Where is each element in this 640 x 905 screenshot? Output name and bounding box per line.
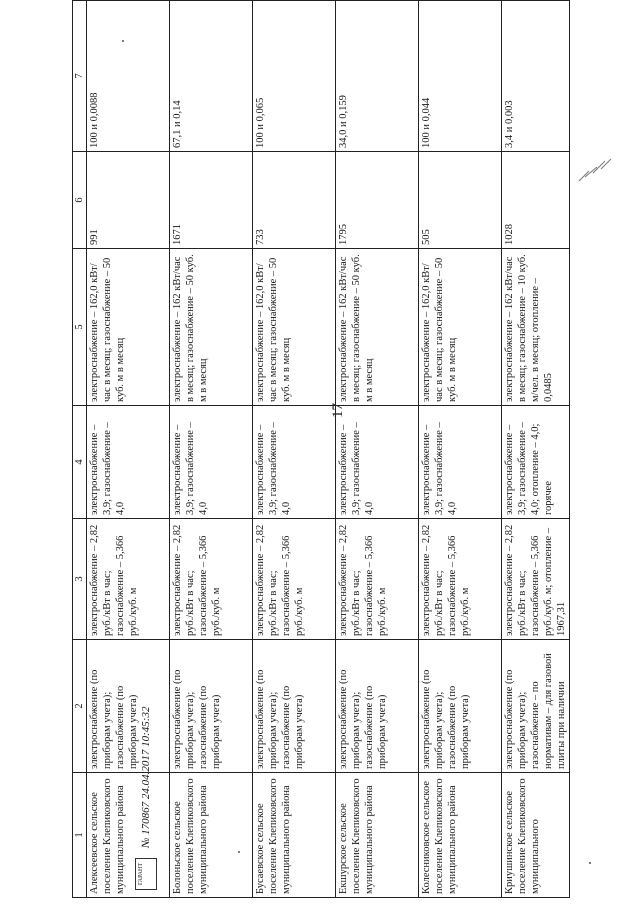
header-col-3: 3 (73, 519, 87, 640)
table-header-row (73, 1, 87, 898)
cell-settlement: Колесниковское сельское поселение Клепиковского муниципального района (419, 773, 502, 898)
cell-tariffs: электроснабжение – 2,82 руб./кВт в час; газоснабжение – 5,366 руб./куб. м; отопление – 1967,31 (502, 519, 570, 640)
cell-population: 1028 (502, 152, 570, 249)
table-row (336, 1, 419, 898)
cell-settlement: Алексеевское сельское поселение Клепиковского муниципального района (87, 773, 170, 898)
document-registration-stamp: № 170867 24.04.2017 10:45:32 (140, 706, 152, 848)
cell-volume: электроснабжение – 162 кВт/час в месяц; газоснабжение – 10 куб. м/чел. в месяц; отопление – 0,0485 (502, 249, 570, 406)
cell-population: 1671 (170, 152, 253, 249)
cell-services: электроснабжение (по приборам учета); газоснабжение (по приборам учета) (419, 640, 502, 773)
cell-index: электроснабжение – 3,9; газоснабжение – 4,0; отопление – 4,0; горячее (502, 406, 570, 519)
cell-volume: электроснабжение – 162,0 кВт/час в месяц; газоснабжение – 50 куб. м в месяц (253, 249, 336, 406)
cell-population: 991 (87, 152, 170, 249)
cell-index: электроснабжение – 3,9; газоснабжение – 4,0 (87, 406, 170, 519)
cell-volume: электроснабжение – 162,0 кВт/час в месяц; газоснабжение – 50 куб. м в месяц (419, 249, 502, 406)
cell-share: 100 и 0,0088 (87, 1, 170, 152)
cell-share: 100 и 0,044 (419, 1, 502, 152)
table-row (502, 1, 570, 898)
cell-services: электроснабжение (по приборам учета); газоснабжение – по нормативам – для газовой плиты при наличии (502, 640, 570, 773)
cell-tariffs: электроснабжение – 2,82 руб./кВт в час; газоснабжение – 5,366 руб./куб. м (419, 519, 502, 640)
page-number: 17 (330, 403, 346, 418)
signature-mark-icon (575, 155, 615, 185)
cell-services: электроснабжение (по приборам учета); газоснабжение (по приборам учета) (87, 640, 170, 773)
cell-settlement: Екшурское сельское поселение Клепиковского муниципального района (336, 773, 419, 898)
scan-speck (122, 40, 124, 42)
cell-share: 34,0 и 0,159 (336, 1, 419, 152)
cell-services: электроснабжение (по приборам учета); газоснабжение (по приборам учета) (170, 640, 253, 773)
header-col-2: 2 (73, 640, 87, 773)
table-row (253, 1, 336, 898)
header-col-7: 7 (73, 1, 87, 152)
header-col-5: 5 (73, 249, 87, 406)
cell-index: электроснабжение – 3,9; газоснабжение – 4,0 (253, 406, 336, 519)
scan-speck (589, 862, 591, 864)
cell-share: 100 и 0,065 (253, 1, 336, 152)
cell-tariffs: электроснабжение – 2,82 руб./кВт в час; газоснабжение – 5,366 руб./куб. м (253, 519, 336, 640)
cell-population: 733 (253, 152, 336, 249)
header-col-6: 6 (73, 152, 87, 249)
header-col-1: 1 (73, 773, 87, 898)
header-col-4: 4 (73, 406, 87, 519)
table-row (419, 1, 502, 898)
cell-services: электроснабжение (по приборам учета); газоснабжение (по приборам учета) (253, 640, 336, 773)
cell-index: электроснабжение – 3,9; газоснабжение – 4,0 (336, 406, 419, 519)
cell-share: 67,1 и 0,14 (170, 1, 253, 152)
scan-speck (238, 851, 240, 853)
cell-share: 3,4 и 0,003 (502, 1, 570, 152)
cell-population: 1795 (336, 152, 419, 249)
table-row (170, 1, 253, 898)
cell-tariffs: электроснабжение – 2,82 руб./кВт в час; газоснабжение – 5,366 руб./куб. м (87, 519, 170, 640)
cell-index: электроснабжение – 3,9; газоснабжение – 4,0 (419, 406, 502, 519)
cell-index: электроснабжение – 3,9; газоснабжение – 4,0 (170, 406, 253, 519)
cell-volume: электроснабжение – 162 кВт/час в месяц; газоснабжение – 50 куб. м в месяц (170, 249, 253, 406)
cell-settlement: Бусаевское сельское поселение Клепиковского муниципального района (253, 773, 336, 898)
garant-stamp-icon: ГАРАНТ (135, 858, 157, 890)
cell-settlement: Криушинское сельское поселение Клепиковского муниципального (502, 773, 570, 898)
cell-volume: электроснабжение – 162 кВт/час в месяц; газоснабжение – 50 куб. м в месяц (336, 249, 419, 406)
cell-volume: электроснабжение – 162,0 кВт/час в месяц; газоснабжение – 50 куб. м в месяц (87, 249, 170, 406)
cell-tariffs: электроснабжение – 2,82 руб./кВт в час; газоснабжение – 5,366 руб./куб. м (170, 519, 253, 640)
cell-settlement: Болоньское сельское поселение Клепиковского муниципального района (170, 773, 253, 898)
document-footer (135, 560, 163, 890)
cell-services: электроснабжение (по приборам учета); газоснабжение (по приборам учета) (336, 640, 419, 773)
cell-population: 505 (419, 152, 502, 249)
cell-tariffs: электроснабжение – 2,82 руб./кВт в час; газоснабжение – 5,366 руб./куб. м (336, 519, 419, 640)
